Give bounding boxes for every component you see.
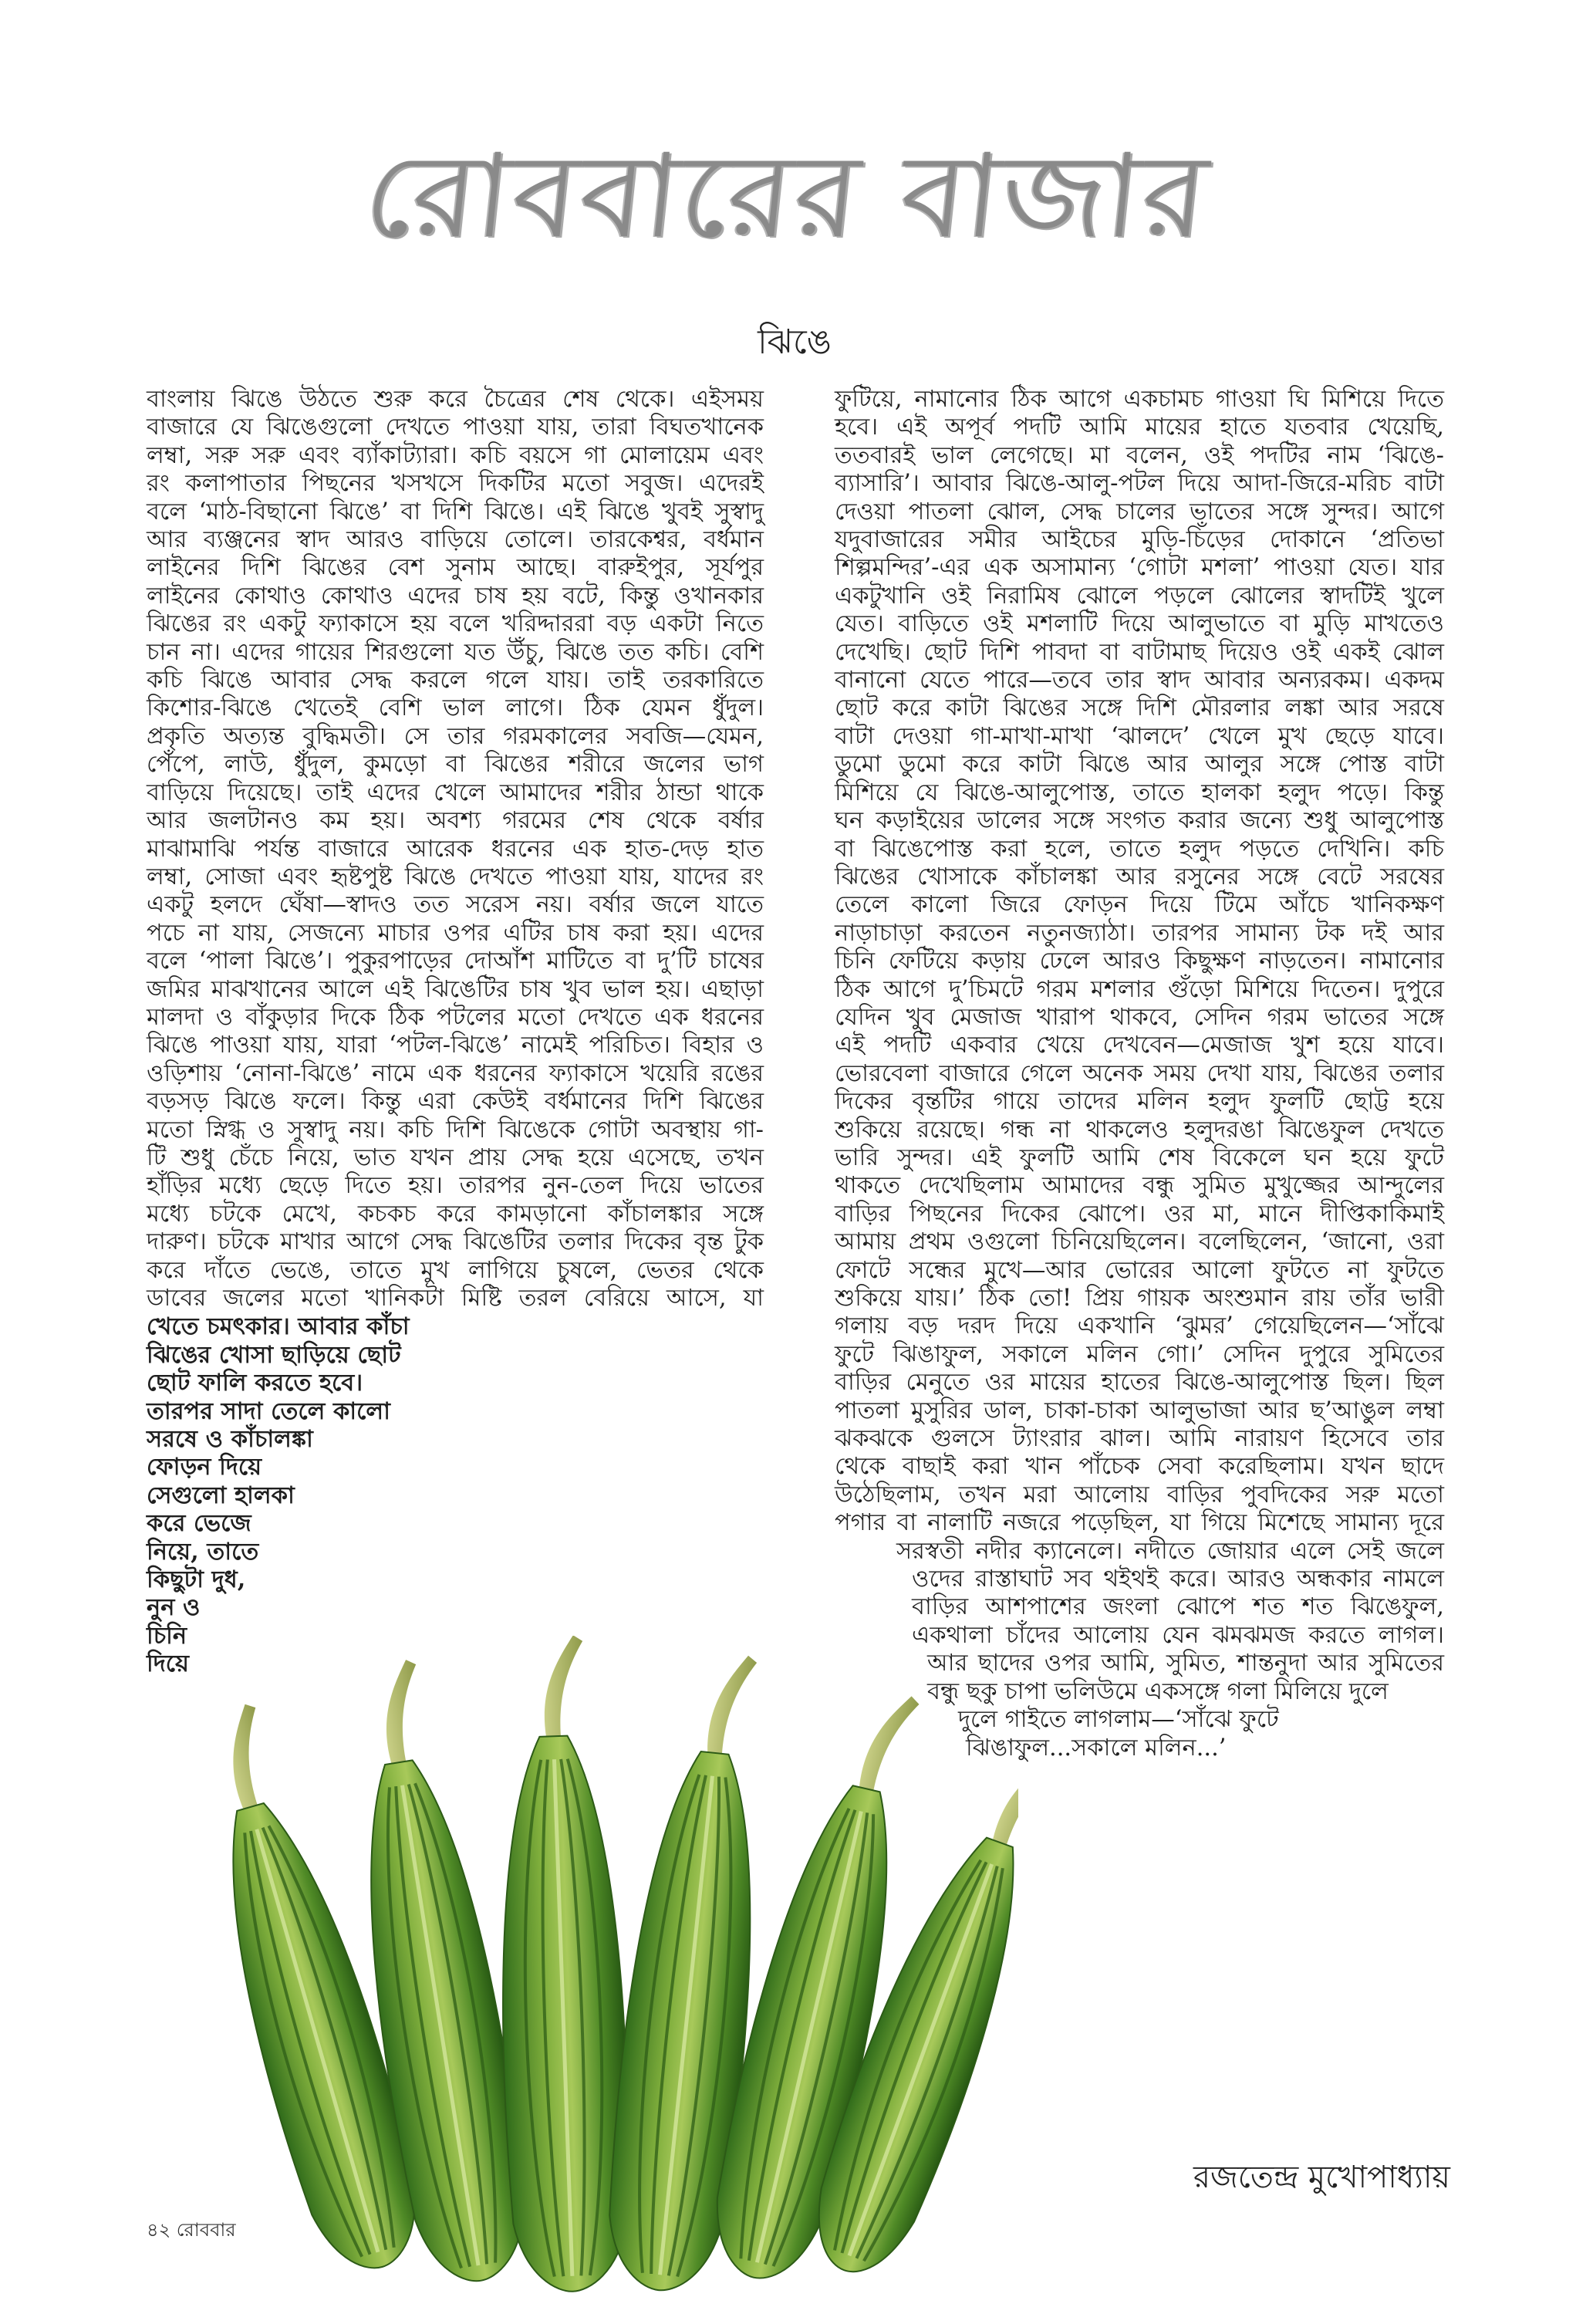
text-line: আর ব্যঞ্জনের স্বাদ আরও বাড়িয়ে তোলে। তারকেশ্বর, বর্ধমান (147, 526, 764, 554)
text-line: চিনি ফেটিয়ে কড়ায় ঢেলে আরও কিছুক্ষণ নাড়তেন। নামানোর (835, 948, 1444, 975)
page-folio: ৪২ রোববার (147, 2219, 236, 2241)
text-line: ঝিঙের খোসা ছাড়িয়ে ছোট (147, 1340, 401, 1369)
text-line: মালদা ও বাঁকুড়ার দিকে ঠিক পটলের মতো দেখতে এক ধরনের (147, 1003, 764, 1031)
text-line: পেঁপে, লাউ, ধুঁদুল, কুমড়ো বা ঝিঙের শরীরে জলের ভাগ (147, 751, 764, 779)
text-line: ছোট ফালি করতে হবে। (147, 1369, 363, 1397)
text-line: লম্বা, সোজা এবং হৃষ্টপুষ্ট ঝিঙে দেখতে পাওয়া যায়, যাদের রং (147, 863, 764, 890)
text-line: থাকতে দেখেছিলাম আমাদের বন্ধু সুমিত মুখুজ্জের আন্দুলের (835, 1172, 1444, 1200)
text-line: দেখেছি। ছোট দিশি পাবদা বা বাটামাছ দিয়েও ওই একই ঝোল (835, 638, 1444, 666)
text-line: করে দাঁতে ভেঙে, তাতে মুখ লাগিয়ে চুষলে, ভেতর থেকে (147, 1256, 764, 1284)
text-line: আর জলটানও কম হয়। অবশ্য গরমের শেষ থেকে বর্ষার (147, 807, 764, 835)
text-line: নাড়াচাড়া করতেন নতুনজ্যাঠা। তারপর সামান্য টক দই আর (835, 919, 1444, 947)
ridge-gourd-illustration (162, 1636, 1018, 2307)
text-line: বা ঝিঙেপোস্ত করা হলে, তাতে হলুদ পড়তে দেখিনি। কচি (835, 835, 1444, 863)
text-line: বলে ‘মাঠ-বিছানো ঝিঙে’ বা দিশি ঝিঙে। এই ঝিঙে খুবই সুস্বাদু (147, 498, 764, 525)
text-line: শুকিয়ে যায়।’ ঠিক তো! প্রিয় গায়ক অংশুমান রায় তাঁর ভারী (835, 1285, 1444, 1312)
text-line: দারুণ। চটকে মাখার আগে সেদ্ধ ঝিঙেটির তলার দিকের বৃন্ত টুক (147, 1228, 764, 1256)
text-line: একটুখানি ওই নিরামিষ ঝোলে পড়লে ঝোলের স্বাদটিই খুলে (835, 582, 1444, 610)
text-line: বানানো যেতে পারে—তবে তার স্বাদ আবার অন্যরকম। একদম (835, 667, 1444, 694)
text-line: ওদের রাস্তাঘাট সব থইথই করে। আরও অন্ধকার নামলে (912, 1566, 1444, 1593)
text-line: লাইনের কোথাও কোথাও এদের চাষ হয় বটে, কিন্তু ওখানকার (147, 582, 764, 610)
text-line: কচি ঝিঙে আবার সেদ্ধ করলে গলে যায়। তাই তরকারিতে (147, 667, 764, 694)
text-line: দিকের বৃন্তটির গায়ে তাদের মলিন হলুদ ফুলটি ছোট্ট হয়ে (835, 1088, 1444, 1116)
text-line: বাড়ির পিছনের দিকের ঝোপে। ওর মা, মানে দীপ্তিকাকিমাই (835, 1200, 1444, 1228)
text-line: এই পদটি একবার খেয়ে দেখবেন—মেজাজ খুশ হয়ে যাবে। (835, 1032, 1444, 1059)
text-line: বলে ‘পালা ঝিঙে’। পুকুরপাড়ের দোআঁশ মাটিতে বা দু’টি চাষের (147, 948, 764, 975)
article-column-right (835, 386, 1444, 1762)
text-line: শুকিয়ে রয়েছে। গন্ধ না থাকলেও হলুদরঙা ঝিঙেফুল দেখতে (835, 1116, 1444, 1143)
text-line: ঝিঙাফুল...সকালে মলিন...’ (966, 1734, 1227, 1762)
article-title: ঝিঙে (758, 323, 832, 362)
text-line: কিশোর-ঝিঙে খেতেই বেশি ভাল লাগে। ঠিক যেমন ধুঁদুল। (147, 694, 764, 722)
text-line: একথালা চাঁদের আলোয় যেন ঝমঝমজ করতে লাগল। (912, 1621, 1444, 1649)
text-line: বন্ধু ছকু চাপা ভলিউমে একসঙ্গে গলা মিলিয়ে দুলে (927, 1677, 1389, 1705)
byline: রজতেন্দ্র মুখোপাধ্যায় (1193, 2160, 1450, 2195)
text-line: বাটা দেওয়া গা-মাখা-মাখা ‘ঝালদে’ খেলে মুখ ছেড়ে যাবে। (835, 722, 1444, 750)
text-line: চান না। এদের গায়ের শিরগুলো যত উঁচু, ঝিঙে তত কচি। বেশি (147, 638, 764, 666)
text-line: করে ভেজে (147, 1509, 251, 1538)
text-line: কিছুটা দুধ, (147, 1566, 246, 1594)
text-line: ওড়িশায় ‘নোনা-ঝিঙে’ নামে এক ধরনের ফ্যাকাসে খয়েরি রঙের (147, 1059, 764, 1087)
text-line: ফুটে ঝিঙাফুল, সকালে মলিন গো।’ সেদিন দুপুরে সুমিতের (835, 1340, 1444, 1368)
text-line: হাঁড়ির মধ্যে ছেড়ে দিতে হয়। তারপর নুন-তেল দিয়ে ভাতের (147, 1172, 764, 1200)
text-line: সেগুলো হালকা (147, 1481, 295, 1509)
text-line: ততবারই ভাল লেগেছে। মা বলেন, ওই পদটির নাম ‘ঝিঙে- (835, 441, 1444, 469)
text-line: বাজারে যে ঝিঙেগুলো দেখতে পাওয়া যায়, তারা বিঘতখানেক (147, 414, 764, 441)
text-line: প্রকৃতি অত্যন্ত বুদ্ধিমতী। সে তার গরমকালের সবজি—যেমন, (147, 722, 764, 750)
text-line: মিশিয়ে যে ঝিঙে-আলুপোস্ত, তাতে হালকা হলুদ পড়ে। কিন্তু (835, 779, 1444, 806)
text-line: ভোরবেলা বাজারে গেলে অনেক সময় দেখা যায়, ঝিঙের তলার (835, 1059, 1444, 1087)
text-line: ফোড়ন দিয়ে (147, 1453, 262, 1481)
text-line: যেদিন খুব মেজাজ খারাপ থাকবে, সেদিন গরম ভাতের সঙ্গে (835, 1003, 1444, 1031)
masthead (359, 116, 1217, 293)
text-line: টি শুধু চেঁচে নিয়ে, ভাত যখন প্রায় সেদ্ধ হয়ে এসেছে, তখন (147, 1143, 764, 1171)
text-line: পচে না যায়, সেজন্যে মাচার ওপর এটির চাষ করা হয়। এদের (147, 919, 764, 947)
text-line: ডাবের জলের মতো খানিকটা মিষ্টি তরল বেরিয়ে আসে, যা (147, 1285, 764, 1312)
text-line: একটু হলদে ঘেঁষা—স্বাদও তত সরেস নয়। বর্ষার জলে যাতে (147, 891, 764, 919)
text-line: তারপর সাদা তেলে কালো (147, 1397, 390, 1425)
text-line: ঠিক আগে দু’চিমটে গরম মশলার গুঁড়ো মিশিয়ে দিতেন। দুপুরে (835, 975, 1444, 1003)
text-line: পাতলা মুসুরির ডাল, চাকা-চাকা আলুভাজা আর ছ’আঙুল লম্বা (835, 1397, 1444, 1424)
text-line: থেকে বাছাই করা খান পাঁচেক সেবা করেছিলাম। যখন ছাদে (835, 1453, 1444, 1481)
text-line: শিল্পমন্দির’-এর এক অসামান্য ‘গোটা মশলা’ পাওয়া যেত। যার (835, 554, 1444, 582)
text-line: ফোটে সন্ধের মুখে—আর ভোরের আলো ফুটতে না ফুটতে (835, 1256, 1444, 1284)
text-line: ঘন কড়াইয়ের ডালের সঙ্গে সংগত করার জন্যে শুধু আলুপোস্ত (835, 807, 1444, 835)
article-column-left (147, 386, 764, 1678)
text-line: হবে। এই অপূর্ব পদটি আমি মায়ের হাতে যতবার খেয়েছি, (835, 414, 1444, 441)
text-line: যদুবাজারের সমীর আইচের মুড়ি-চিঁড়ের দোকানে ‘প্রতিভা (835, 526, 1444, 554)
text-line: নুন ও (147, 1593, 201, 1622)
text-line: আর ছাদের ওপর আমি, সুমিত, শান্তনুদা আর সুমিতের (927, 1650, 1444, 1677)
masthead-title: রোববারের বাজার (359, 130, 1217, 264)
text-line: ডুমো ডুমো করে কাটা ঝিঙে আর আলুর সঙ্গে পোস্ত বাটা (835, 751, 1444, 779)
text-line: ঝিঙে পাওয়া যায়, যারা ‘পটল-ঝিঙে’ নামেই পরিচিত। বিহার ও (147, 1032, 764, 1059)
text-line: মতো স্নিগ্ধ ও সুস্বাদু নয়। কচি দিশি ঝিঙেকে গোটা অবস্থায় গা- (147, 1116, 764, 1143)
text-line: ভারি সুন্দর। এই ফুলটি আমি শেষ বিকেলে ঘন হয়ে ফুটে (835, 1143, 1444, 1171)
text-line: ছোট করে কাটা ঝিঙের সঙ্গে দিশি মৌরলার লঙ্কা আর সরষে (835, 694, 1444, 722)
text-line: মাঝামাঝি পর্যন্ত বাজারে আরেক ধরনের এক হাত-দেড় হাত (147, 835, 764, 863)
text-line: ঝিঙের রং একটু ফ্যাকাসে হয় বলে খরিদ্দাররা বড় একটা নিতে (147, 610, 764, 638)
text-line: সরস্বতী নদীর ক্যানেলে। নদীতে জোয়ার এলে সেই জলে (896, 1537, 1444, 1565)
text-line: সরষে ও কাঁচালঙ্কা (147, 1425, 313, 1454)
text-line: ঝকঝকে গুলসে ট্যাংরার ঝাল। আমি নারায়ণ হিসেবে তার (835, 1425, 1444, 1453)
text-line: উঠেছিলাম, তখন মরা আলোয় বাড়ির পুবদিকের সরু মতো (835, 1481, 1444, 1508)
text-line: রং কলাপাতার পিছনের খসখসে দিকটির মতো সবুজ। এদেরই (147, 470, 764, 498)
text-line: জমির মাঝখানের আলে এই ঝিঙেটির চাষ খুব ভাল হয়। এছাড়া (147, 975, 764, 1003)
text-line: যেত। বাড়িতে ওই মশলাটি দিয়ে আলুভাতে বা মুড়ি মাখতেও (835, 610, 1444, 638)
text-line: লাইনের দিশি ঝিঙের বেশ সুনাম আছে। বারুইপুর, সূর্যপুর (147, 554, 764, 582)
text-line: বাড়ির মেনুতে ওর মায়ের হাতের ঝিঙে-আলুপোস্ত ছিল। ছিল (835, 1369, 1444, 1397)
text-line: ফুটিয়ে, নামানোর ঠিক আগে একচামচ গাওয়া ঘি মিশিয়ে দিতে (835, 386, 1444, 413)
text-line: দিয়ে (147, 1650, 189, 1678)
text-line: তেলে কালো জিরে ফোড়ন দিয়ে টিমে আঁচে খানিকক্ষণ (835, 891, 1444, 919)
text-line: চিনি (147, 1621, 187, 1650)
text-line: ব্যাসারি’। আবার ঝিঙে-আলু-পটল দিয়ে আদা-জিরে-মরিচ বাটা (835, 470, 1444, 498)
text-line: নিয়ে, তাতে (147, 1537, 259, 1566)
text-line: বাড়ির আশপাশের জংলা ঝোপে শত শত ঝিঙেফুল, (912, 1593, 1444, 1621)
text-line: বড়সড় ঝিঙে ফলে। কিন্তু এরা কেউই বর্ধমানের দিশি ঝিঙের (147, 1088, 764, 1116)
text-line: বাংলায় ঝিঙে উঠতে শুরু করে চৈত্রের শেষ থেকে। এইসময় (147, 386, 764, 413)
text-line: আমায় প্রথম ওগুলো চিনিয়েছিলেন। বলেছিলেন, ‘জানো, ওরা (835, 1228, 1444, 1256)
text-line: লম্বা, সরু সরু এবং ব্যাঁকাট্যারা। কচি বয়সে গা মোলায়েম এবং (147, 441, 764, 469)
text-line: দেওয়া পাতলা ঝোল, সেদ্ধ চালের ভাতের সঙ্গে সুন্দর। আগে (835, 498, 1444, 525)
text-line: পগার বা নালাটি নজরে পড়েছিল, যা গিয়ে মিশেছে সামান্য দূরে (835, 1509, 1444, 1537)
text-line: ঝিঙের খোসাকে কাঁচালঙ্কা আর রসুনের সঙ্গে বেটে সরষের (835, 863, 1444, 890)
text-line: খেতে চমৎকার। আবার কাঁচা (147, 1312, 410, 1341)
text-line: গলায় বড় দরদ দিয়ে একখানি ‘ঝুমর’ গেয়েছিলেন—‘সাঁঝে (835, 1312, 1444, 1340)
text-line: দুলে গাইতে লাগলাম—‘সাঁঝে ফুটে (958, 1706, 1279, 1734)
text-line: বাড়িয়ে দিয়েছে। তাই এদের খেলে আমাদের শরীর ঠান্ডা থাকে (147, 779, 764, 806)
text-line: মধ্যে চটকে মেখে, কচকচ করে কামড়ানো কাঁচালঙ্কার সঙ্গে (147, 1200, 764, 1228)
